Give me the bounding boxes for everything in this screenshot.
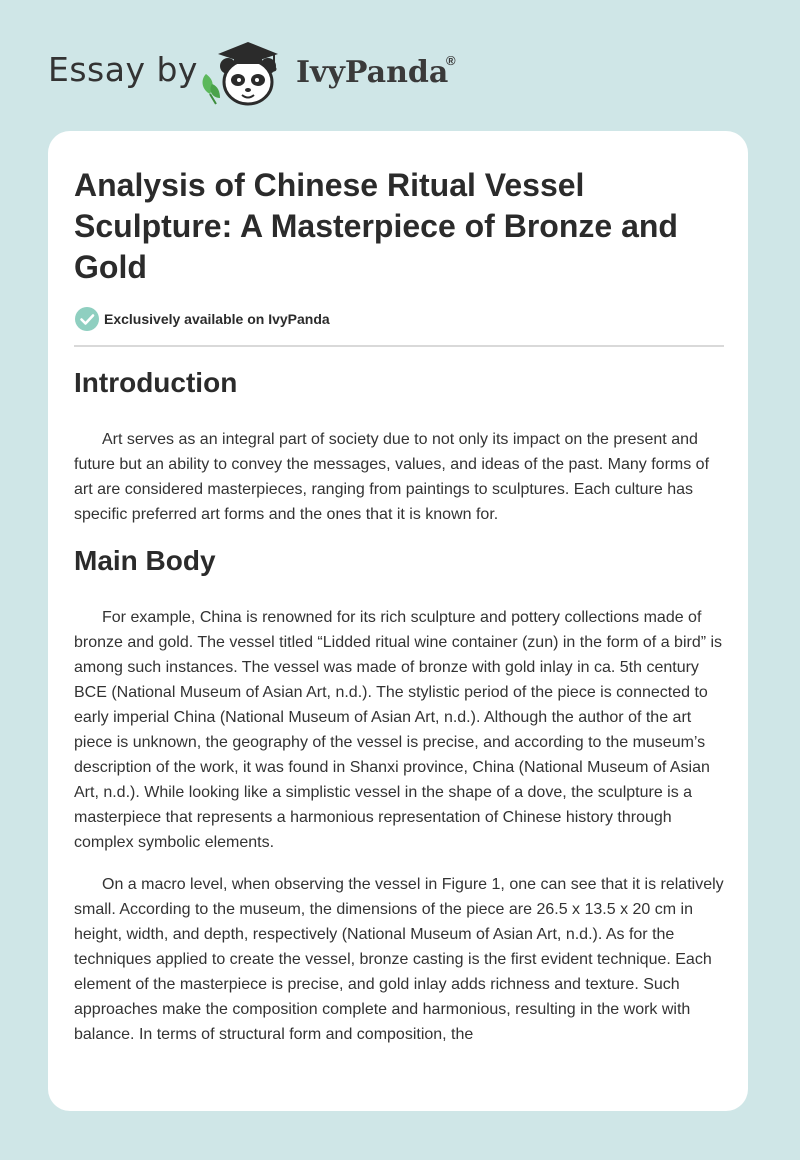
site-header: [0, 0, 800, 130]
check-badge-icon: [74, 306, 100, 332]
brand-registered-mark: ®: [446, 53, 456, 68]
section-heading-main-body: Main Body: [74, 545, 216, 576]
section-heading-introduction: Introduction: [74, 367, 238, 398]
paragraph-main-body-1: For example, China is renowned for its rich sculpture and pottery collections made of bronze and gold. The vessel titled “Lidded ritual wine container (zun) in the form of a bird” is among such instances. The vessel was made of bronze with gold inlay in ca. 5th century BCE (National Museum of Asian Art, n.d.). The stylistic period of the piece is connected to early imperial China (National Museum of Asian Art, n.d.). Although the author of the art piece is unknown, the geography of the vessel is precise, and according to the museum’s description of the work, it was found in Shanxi province, China (National Museum of Asian Art, n.d.). While looking like a simplistic vessel in the shape of a dove, the sculpture is a masterpiece that represents a harmonious representation of Chinese history through complex symbolic elements.: [74, 609, 723, 851]
paragraph-introduction-1: Art serves as an integral part of society due to not only its impact on the present and future but an ability to convey the messages, values, and ideas of the past. Many forms of art are considered masterpieces, ranging from paintings to sculptures. Each culture has specific preferred art forms and the ones that it is known for.: [74, 431, 710, 523]
title-divider: [74, 345, 724, 347]
exclusive-badge-text: Exclusively available on IvyPanda: [104, 311, 330, 327]
essay-title: Analysis of Chinese Ritual Vessel Sculpture: A Masterpiece of Bronze and Gold: [74, 167, 678, 285]
brand-name[interactable]: IvyPanda: [296, 55, 449, 90]
paragraph-main-body-2: On a macro level, when observing the vessel in Figure 1, one can see that it is relatively small. According to the museum, the dimensions of the piece are 26.5 x 13.5 x 20 cm in height, width, and depth, respectively (National Museum of Asian Art, n.d.). As for the techniques applied to create the vessel, bronze casting is the first evident technique. Each element of the masterpiece is precise, and gold inlay adds richness and texture. Such approaches make the composition complete and harmonious, resulting in the work with balance. In terms of structural form and composition, the: [74, 876, 724, 1043]
essay-by-label: Essay by: [48, 50, 198, 89]
essay-card: [48, 131, 748, 1111]
panda-graduate-icon[interactable]: [198, 34, 294, 110]
